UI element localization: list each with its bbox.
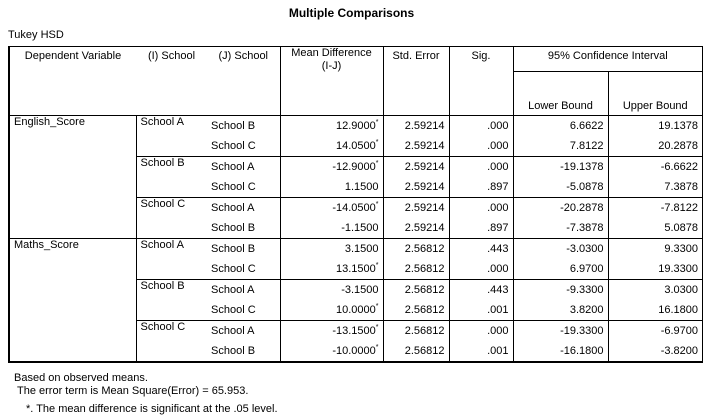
header-lower-bound: Lower Bound — [513, 72, 608, 116]
multiple-comparisons-table — [8, 46, 703, 363]
significance-marker: * — [375, 118, 379, 126]
significance-marker: * — [375, 200, 379, 208]
cell-sig: .000 — [449, 321, 513, 342]
cell-mean-difference — [280, 198, 383, 219]
significance-marker: * — [375, 138, 379, 146]
cell-j-school: School C — [211, 139, 256, 152]
mean-difference-value: -10.0000 — [332, 344, 376, 357]
cell-std-error: 2.56812 — [383, 300, 449, 321]
cell-lower-bound: 6.9700 — [513, 259, 608, 280]
cell-sig: .000 — [449, 259, 513, 280]
cell-std-error: 2.59214 — [383, 177, 449, 198]
cell-lower-bound: -16.1800 — [513, 341, 608, 362]
cell-j-school: School C — [211, 262, 256, 275]
header-upper-bound: Upper Bound — [608, 72, 703, 116]
cell-dependent-variable: English_Score — [9, 116, 136, 239]
table-subtitle: Tukey HSD — [8, 29, 64, 41]
cell-mean-difference — [280, 218, 383, 239]
mean-difference-value: -14.0500 — [332, 201, 376, 214]
cell-upper-bound: 3.0300 — [608, 280, 703, 301]
cell-i-school: School A — [136, 239, 207, 280]
cell-sig: .001 — [449, 341, 513, 362]
cell-sig: .000 — [449, 136, 513, 157]
cell-std-error: 2.59214 — [383, 218, 449, 239]
cell-sig: .000 — [449, 116, 513, 137]
cell-mean-difference — [280, 136, 383, 157]
cell-lower-bound: -9.3300 — [513, 280, 608, 301]
mean-difference-value: -1.1500 — [341, 221, 379, 234]
cell-std-error: 2.59214 — [383, 116, 449, 137]
cell-sig: .443 — [449, 239, 513, 260]
cell-lower-bound: 3.8200 — [513, 300, 608, 321]
cell-sig: .000 — [449, 157, 513, 178]
footnote-observed-means: Based on observed means. — [14, 372, 148, 384]
cell-lower-bound: -7.3878 — [513, 218, 608, 239]
cell-mean-difference — [280, 157, 383, 178]
cell-upper-bound: 9.3300 — [608, 239, 703, 260]
cell-upper-bound: 16.1800 — [608, 300, 703, 321]
cell-mean-difference — [280, 259, 383, 280]
table-row — [9, 116, 703, 137]
cell-j-school: School B — [207, 239, 280, 260]
cell-sig: .897 — [449, 177, 513, 198]
cell-lower-bound: -19.3300 — [513, 321, 608, 342]
cell-j-school: School B — [207, 116, 280, 137]
cell-mean-difference — [280, 116, 383, 137]
mean-difference-value: -12.9000 — [332, 160, 376, 173]
cell-std-error: 2.59214 — [383, 136, 449, 157]
cell-mean-difference — [280, 177, 383, 198]
table-body — [9, 116, 703, 363]
cell-j-school: School A — [207, 280, 280, 301]
footnote-error-term: The error term is Mean Square(Error) = 65.953. — [17, 385, 249, 397]
header-j-school: (J) School — [218, 50, 269, 62]
cell-i-school: School C — [136, 321, 207, 363]
cell-upper-bound: -6.6622 — [608, 157, 703, 178]
mean-difference-value: -13.1500 — [332, 324, 376, 337]
header-i-school: (I) School — [147, 50, 196, 62]
significance-marker: * — [375, 302, 379, 310]
cell-j-school: School A — [207, 321, 280, 342]
cell-mean-difference — [280, 321, 383, 342]
cell-sig: .001 — [449, 300, 513, 321]
cell-upper-bound: 20.2878 — [608, 136, 703, 157]
cell-lower-bound: -5.0878 — [513, 177, 608, 198]
cell-j-school: School B — [211, 221, 256, 234]
cell-std-error: 2.56812 — [383, 280, 449, 301]
cell-lower-bound: 7.8122 — [513, 136, 608, 157]
cell-sig: .443 — [449, 280, 513, 301]
mean-difference-value: 10.0000 — [336, 303, 376, 316]
cell-upper-bound: -6.9700 — [608, 321, 703, 342]
table-row — [9, 239, 703, 260]
cell-upper-bound: -3.8200 — [608, 341, 703, 362]
cell-upper-bound: 19.3300 — [608, 259, 703, 280]
header-std-error: Std. Error — [383, 47, 449, 116]
cell-mean-difference — [280, 341, 383, 362]
significance-marker: * — [375, 261, 379, 269]
cell-sig: .000 — [449, 198, 513, 219]
cell-lower-bound: -19.1378 — [513, 157, 608, 178]
cell-std-error: 2.56812 — [383, 259, 449, 280]
cell-j-school: School C — [211, 180, 256, 193]
header-sig: Sig. — [449, 47, 513, 116]
cell-std-error: 2.59214 — [383, 157, 449, 178]
significance-marker: * — [375, 159, 379, 167]
mean-difference-value: 12.9000 — [336, 119, 376, 132]
cell-i-school: School C — [136, 198, 207, 239]
cell-dependent-variable: Maths_Score — [9, 239, 136, 363]
cell-j-school: School A — [207, 198, 280, 219]
cell-std-error: 2.59214 — [383, 198, 449, 219]
mean-difference-value: 14.0500 — [336, 139, 376, 152]
footnote-significance: *. The mean difference is significant at the .05 level. — [26, 403, 278, 415]
header-dependent-variable: Dependent Variable — [9, 47, 136, 116]
mean-difference-value: 1.1500 — [344, 180, 379, 193]
significance-marker: * — [375, 343, 379, 351]
cell-mean-difference — [280, 300, 383, 321]
cell-lower-bound: -20.2878 — [513, 198, 608, 219]
cell-i-school: School A — [136, 116, 207, 157]
cell-j-school: School B — [211, 344, 256, 357]
cell-upper-bound: 19.1378 — [608, 116, 703, 137]
mean-difference-value: 13.1500 — [336, 262, 376, 275]
significance-marker: * — [375, 323, 379, 331]
header-mean-difference: Mean Difference (I-J) — [280, 47, 383, 116]
cell-std-error: 2.56812 — [383, 341, 449, 362]
cell-j-school: School C — [211, 303, 256, 316]
cell-upper-bound: 5.0878 — [608, 218, 703, 239]
cell-lower-bound: -3.0300 — [513, 239, 608, 260]
cell-mean-difference — [280, 239, 383, 260]
cell-lower-bound: 6.6622 — [513, 116, 608, 137]
table-title: Multiple Comparisons — [288, 6, 415, 20]
cell-sig: .897 — [449, 218, 513, 239]
cell-std-error: 2.56812 — [383, 239, 449, 260]
cell-upper-bound: 7.3878 — [608, 177, 703, 198]
mean-difference-value: 3.1500 — [344, 242, 379, 255]
cell-j-school: School A — [207, 157, 280, 178]
mean-difference-value: -3.1500 — [341, 283, 379, 296]
cell-i-school: School B — [136, 157, 207, 198]
cell-i-school: School B — [136, 280, 207, 321]
cell-std-error: 2.56812 — [383, 321, 449, 342]
cell-upper-bound: -7.8122 — [608, 198, 703, 219]
cell-mean-difference — [280, 280, 383, 301]
header-confidence-interval: 95% Confidence Interval — [513, 47, 703, 72]
